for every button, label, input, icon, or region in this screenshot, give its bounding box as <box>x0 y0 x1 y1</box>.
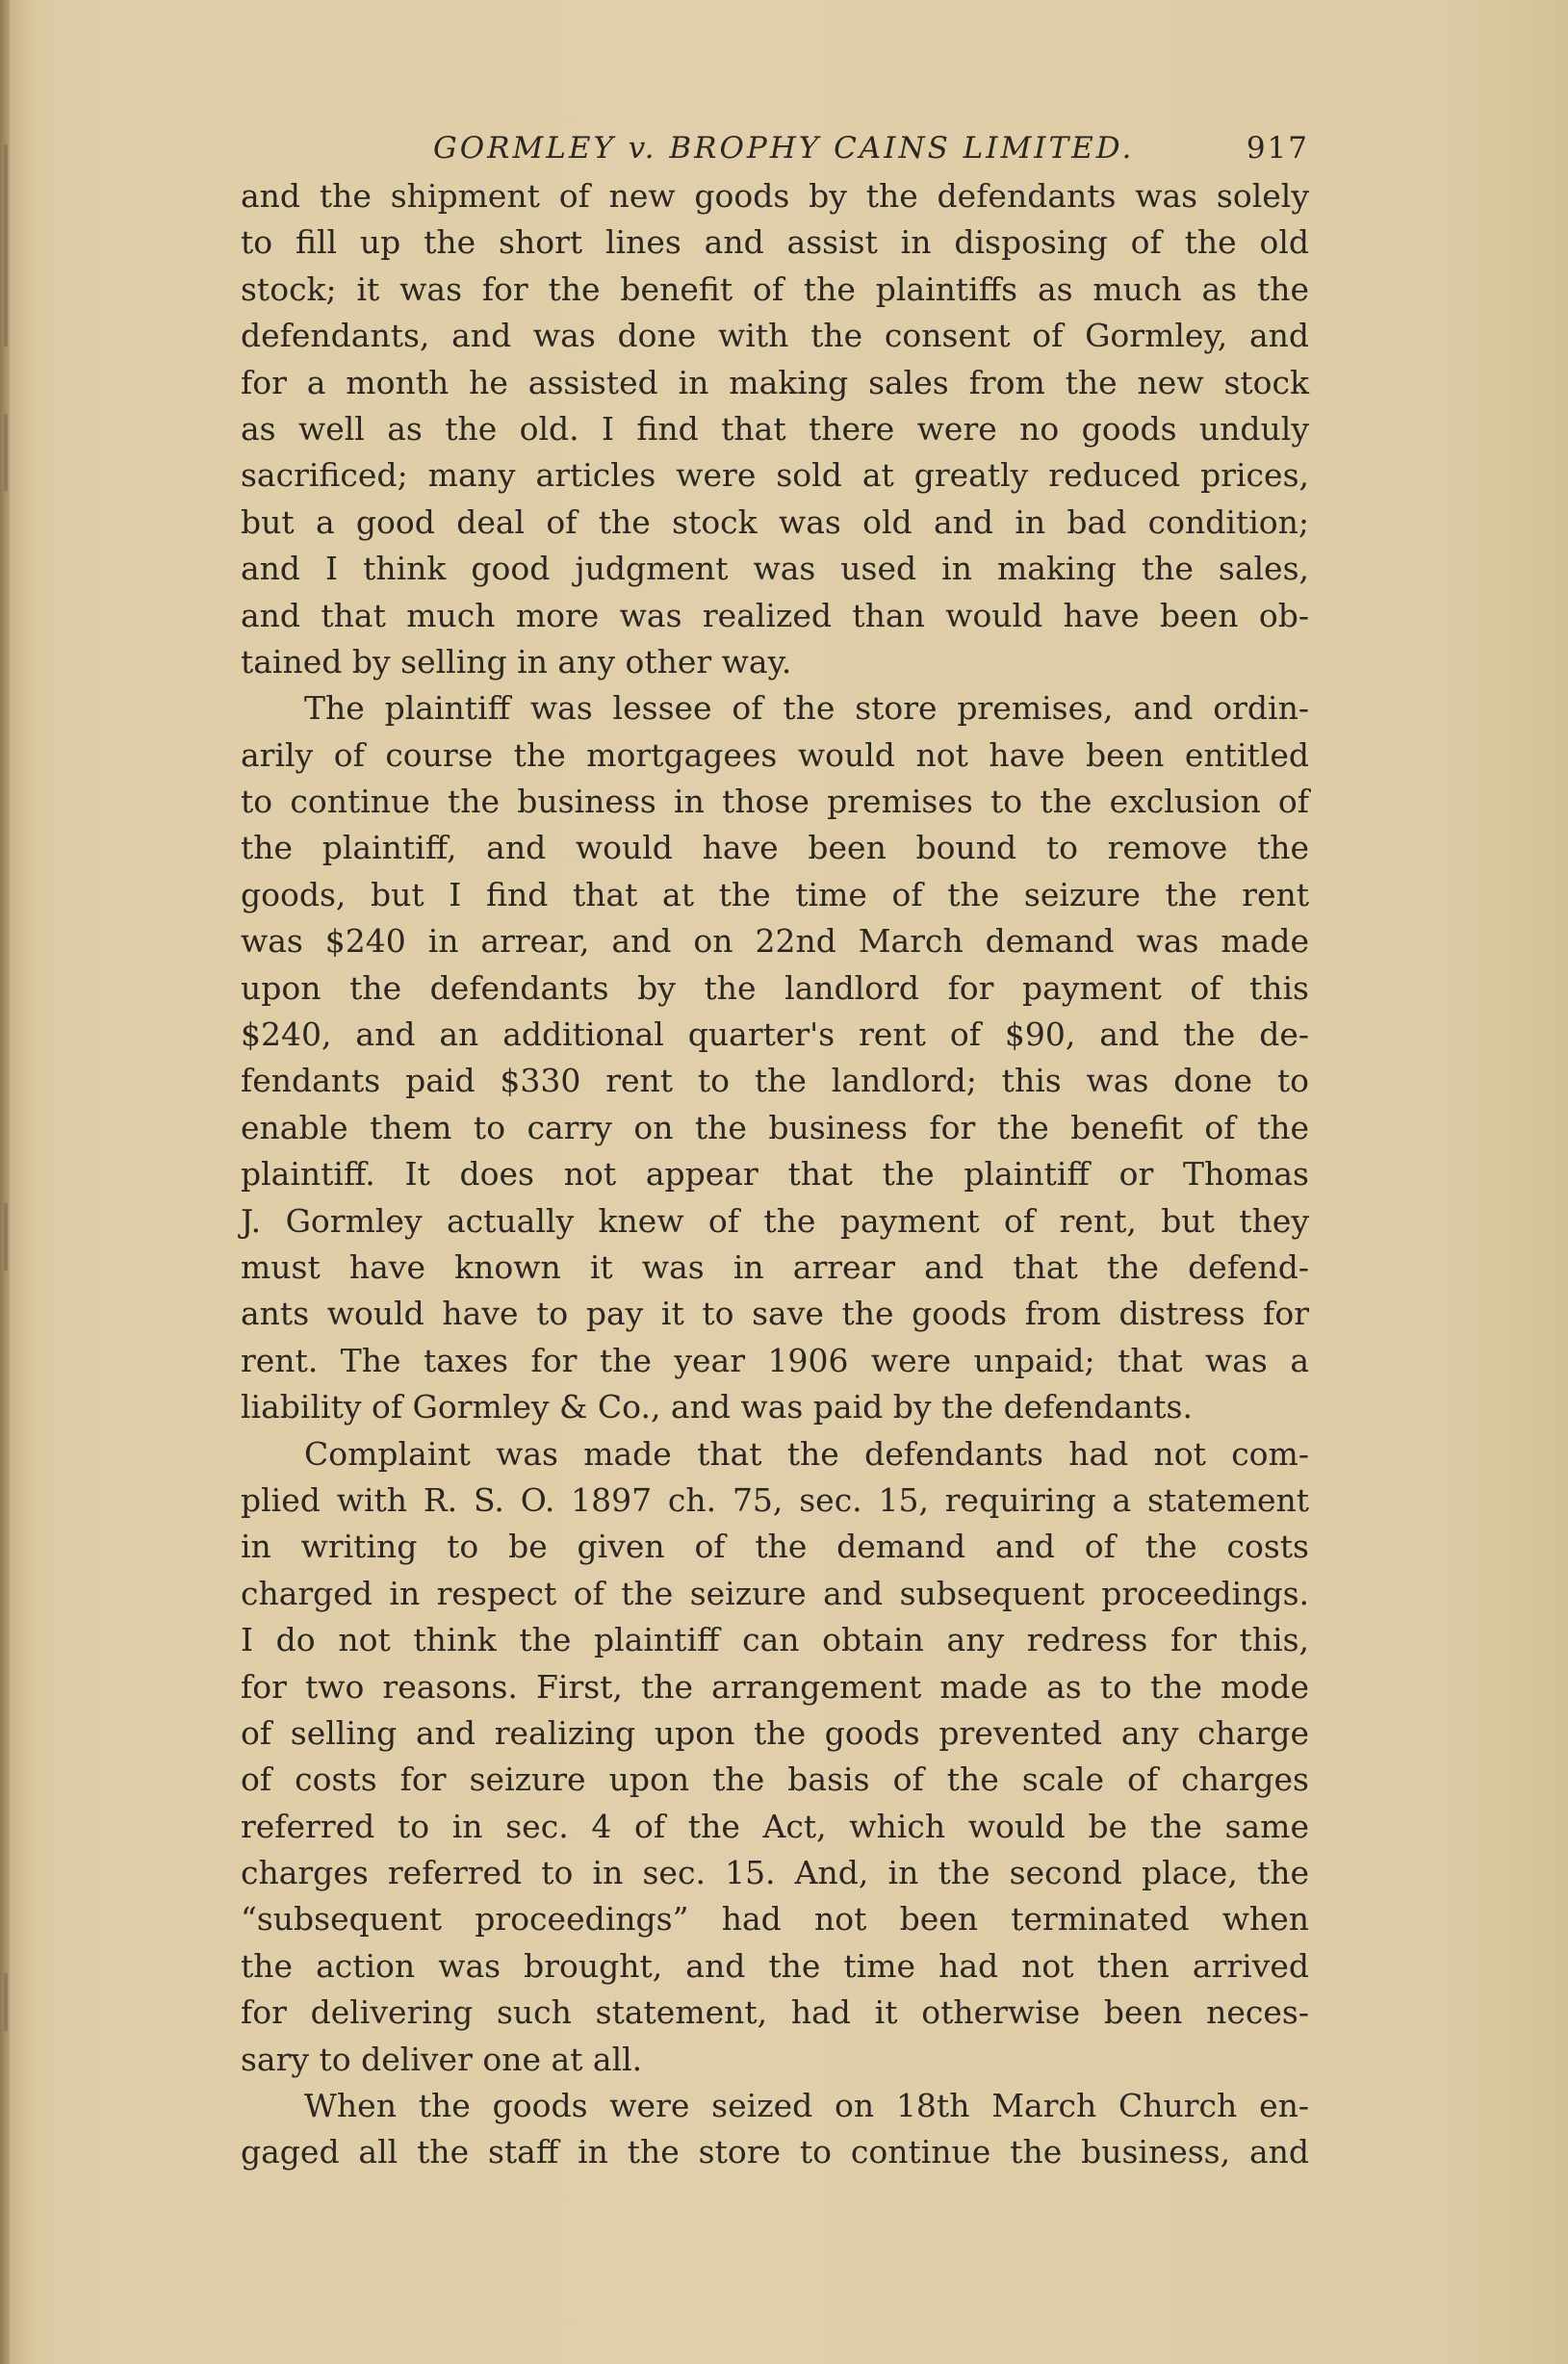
margin-mark <box>4 414 8 491</box>
text-line: charged in respect of the seizure and subsequent proceedings. <box>241 1574 1309 1612</box>
text-line: Complaint was made that the defendants had not com- <box>304 1434 1309 1473</box>
text-line: for delivering such statement, had it otherwise been neces- <box>241 1993 1309 2032</box>
paragraph <box>241 1431 1309 2083</box>
body-text <box>241 173 1309 2176</box>
text-line: arily of course the mortgagees would not have been entitled <box>241 735 1309 774</box>
paragraph <box>241 173 1309 685</box>
text-line: and I think good judgment was used in making the sales, <box>241 550 1309 588</box>
text-line: sary to deliver one at all. <box>241 2040 643 2078</box>
text-line: $240, and an additional quarter's rent of $90, and the de- <box>241 1015 1309 1054</box>
text-line: and the shipment of new goods by the defendants was solely <box>241 177 1309 215</box>
text-line: to continue the business in those premises to the exclusion of <box>241 783 1309 821</box>
text-line: referred to in sec. 4 of the Act, which would be the same <box>241 1807 1309 1845</box>
text-line: the action was brought, and the time had not then arrived <box>241 1946 1309 1985</box>
text-line: The plaintiff was lessee of the store premises, and ordin- <box>304 689 1309 728</box>
text-line: was $240 in arrear, and on 22nd March demand was made <box>241 922 1309 961</box>
text-line: and that much more was realized than would have been ob- <box>241 596 1309 634</box>
page-number: 917 <box>1246 131 1309 166</box>
text-line: in writing to be given of the demand and of the costs <box>241 1528 1309 1566</box>
margin-mark <box>4 1203 8 1271</box>
text-line: tained by selling in any other way. <box>241 642 792 681</box>
text-line: must have known it was in arrear and that the defend- <box>241 1247 1309 1286</box>
text-line: fendants paid $330 rent to the landlord; this was done to <box>241 1062 1309 1100</box>
text-line: stock; it was for the benefit of the plaintiffs as much as the <box>241 270 1309 308</box>
text-line: for a month he assisted in making sales from the new stock <box>241 363 1309 401</box>
text-line: defendants, and was done with the consent of Gormley, and <box>241 317 1309 355</box>
text-line: goods, but I find that at the time of the seizure the rent <box>241 875 1309 913</box>
margin-mark <box>4 144 8 347</box>
text-line: of costs for seizure upon the basis of the scale of charges <box>241 1760 1309 1799</box>
text-line: enable them to carry on the business for the benefit of the <box>241 1108 1309 1146</box>
text-line: gaged all the staff in the store to continue the business, and <box>241 2133 1309 2171</box>
running-head <box>241 116 1309 173</box>
text-line: upon the defendants by the landlord for payment of this <box>241 968 1309 1007</box>
text-line: “subsequent proceedings” had not been terminated when <box>241 1900 1309 1939</box>
text-line: as well as the old. I find that there were no goods unduly <box>241 409 1309 448</box>
running-title: GORMLEY v. BROPHY CAINS LIMITED. <box>433 131 1135 166</box>
paragraph <box>241 685 1309 1430</box>
text-line: for two reasons. First, the arrangement made as to the mode <box>241 1667 1309 1706</box>
text-line: sacrificed; many articles were sold at greatly reduced prices, <box>241 456 1309 495</box>
text-line: ants would have to pay it to save the goods from distress for <box>241 1295 1309 1333</box>
text-line: but a good deal of the stock was old and in bad condition; <box>241 502 1309 541</box>
paragraph <box>241 2083 1309 2176</box>
text-line: charges referred to in sec. 15. And, in the second place, the <box>241 1854 1309 1892</box>
text-line: to fill up the short lines and assist in disposing of the old <box>241 223 1309 262</box>
text-line: of selling and realizing upon the goods prevented any charge <box>241 1713 1309 1752</box>
text-line: the plaintiff, and would have been bound to remove the <box>241 829 1309 867</box>
text-line: plied with R. S. O. 1897 ch. 75, sec. 15, requiring a statement <box>241 1480 1309 1519</box>
text-line: rent. The taxes for the year 1906 were unpaid; that was a <box>241 1341 1309 1379</box>
text-line: plaintiff. It does not appear that the plaintiff or Thomas <box>241 1155 1309 1194</box>
margin-mark <box>4 1973 8 2031</box>
text-line: When the goods were seized on 18th March Church en- <box>304 2087 1309 2125</box>
text-line: I do not think the plaintiff can obtain any redress for this, <box>241 1621 1309 1659</box>
text-block <box>241 116 1309 2176</box>
text-line: liability of Gormley & Co., and was paid by the defendants. <box>241 1388 1193 1426</box>
text-line: J. Gormley actually knew of the payment of rent, but they <box>241 1201 1309 1240</box>
